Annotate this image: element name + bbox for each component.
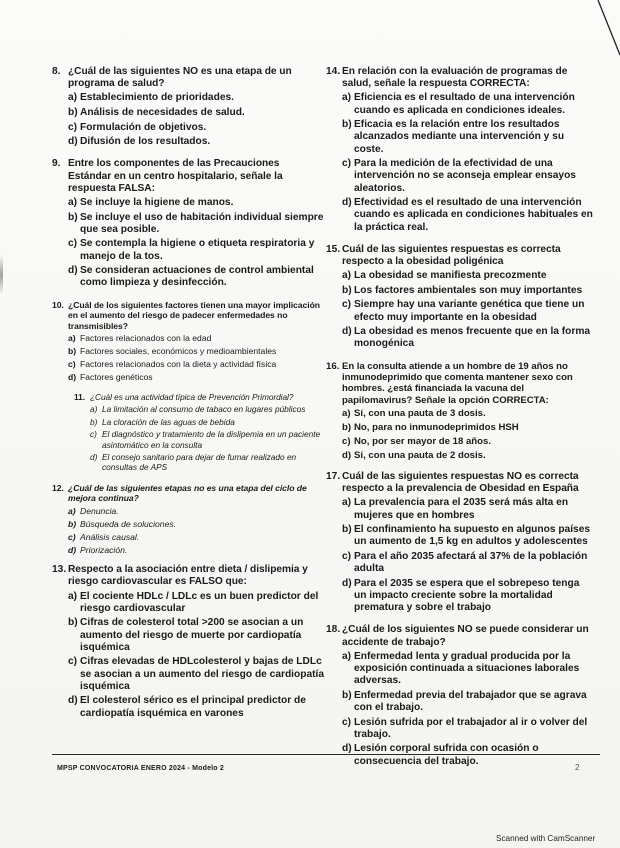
option-d: d) Lesión corporal sufrida con ocasión o consecuencia del trabajo.: [342, 743, 539, 767]
option-c: c) Factores relacionados con la dieta y actividad física: [68, 359, 277, 370]
option-a: a) El cociente HDLc / LDLc es un buen predictor del riesgo cardiovascular: [68, 590, 319, 614]
option-a: a) La obesidad se manifiesta precozmente: [342, 270, 547, 282]
option-c: c) Se contempla la higiene o etiqueta respiratoria y manejo de la tos.: [68, 238, 315, 262]
option-b: b) No, para no inmunodeprimidos HSH: [342, 422, 519, 434]
question-17: [326, 471, 594, 614]
question-9: [52, 158, 324, 289]
question-14: [326, 66, 594, 234]
question-stem: ¿Cuál de las siguientes etapas no es una etapa del ciclo de mejora continua?: [68, 482, 307, 504]
question-number: 11.: [74, 391, 86, 402]
option-d: d) El consejo sanitario para dejar de fumar realizado en consultas de APS: [90, 452, 297, 473]
question-16: [326, 361, 594, 461]
option-a: a) Se incluye la higiene de manos.: [68, 197, 234, 208]
option-c: c) Cifras elevadas de HDLcolesterol y bajas de LDLc se asocian a un aumento del riesgo de cardiopatía isquémica: [68, 656, 325, 692]
option-list: [52, 591, 324, 720]
option-b: b) La cloración de las aguas de bebida: [90, 416, 235, 427]
option-d: d) Factores genéticos: [68, 372, 153, 383]
footer-exam-title: MPSP CONVOCATORIA ENERO 2024 - Modelo 2: [57, 765, 225, 772]
question-15: [326, 244, 594, 351]
question-13: [52, 564, 324, 720]
option-b: b) El confinamiento ha supuesto en algunos países un aumento de 1,5 kg en adultos y adolescentes: [342, 524, 591, 548]
option-list: [326, 408, 594, 461]
question-10: [52, 300, 324, 383]
question-stem: ¿Cuál es una actividad típica de Prevención Primordial?: [90, 391, 294, 402]
scanner-watermark: Scanned with CamScanner: [496, 834, 596, 843]
option-list: [326, 92, 594, 233]
option-c: c) No, por ser mayor de 18 años.: [342, 435, 492, 447]
question-stem: ¿Cuál de los siguientes NO se puede considerar un accidente de trabajo?: [342, 624, 589, 648]
option-d: d) Priorización.: [68, 544, 128, 555]
option-list: [52, 333, 324, 383]
option-a: a) Enfermedad lenta y gradual producida por la exposición continuada a situaciones laborales adversas.: [342, 650, 580, 687]
option-c: c) Para la medición de la efectividad de una intervención no se aconseja emplear ensayos aleatorios.: [342, 158, 576, 194]
option-b: b) Se incluye el uso de habitación individual siempre que sea posible.: [68, 211, 324, 235]
option-c: c) Siempre hay una variante genética que tiene un efecto muy importante en la obesidad: [342, 299, 585, 323]
option-d: d) Difusión de los resultados.: [68, 136, 211, 148]
option-a: a) Denuncia.: [68, 505, 119, 516]
question-stem: En relación con la evaluación de programas de salud, señale la respuesta CORRECTA:: [342, 66, 568, 90]
question-11: [74, 392, 324, 473]
option-c: c) Formulación de objetivos.: [68, 121, 207, 133]
question-stem: ¿Cuál de los siguientes factores tienen una mayor implicación en el aumento del riesgo de padecer enfermedades no transmisibles?: [68, 299, 320, 331]
option-d: d) Se consideran actuaciones de control ambiental como limpieza y desinfección.: [68, 265, 314, 289]
option-c: c) Análisis causal.: [68, 531, 140, 542]
option-b: b) Búsqueda de soluciones.: [68, 518, 177, 529]
footer-rule: [52, 754, 600, 755]
option-a: a) Eficiencia es el resultado de una intervención cuando es aplicada en condiciones ideales.: [342, 92, 575, 116]
question-stem: ¿Cuál de las siguientes NO es una etapa de un programa de salud?: [68, 66, 292, 90]
option-b: b) Análisis de necesidades de salud.: [68, 107, 245, 118]
question-number: 10.: [52, 299, 64, 310]
question-number: 17.: [326, 471, 341, 483]
right-column: [326, 66, 594, 778]
option-a: a) Sí, con una pauta de 3 dosis.: [342, 408, 486, 420]
question-stem: Cuál de las siguientes respuestas es correcta respecto a la obesidad poligénica: [342, 243, 561, 268]
footer-page-mark: 2: [575, 763, 580, 772]
option-list: [52, 197, 324, 290]
option-a: a) La limitación al consumo de tabaco en lugares públicos: [90, 404, 306, 415]
question-stem: Entre los componentes de las Precauciones Estándar en un centro hospitalario, señale la respuesta FALSA:: [68, 158, 283, 194]
option-b: b) Factores sociales, económicos y medioambientales: [68, 346, 277, 357]
option-c: c) Para el año 2035 afectará al 37% de la población adulta: [342, 551, 588, 575]
option-c: c) Lesión sufrida por el trabajador al ir o volver del trabajo.: [342, 716, 588, 740]
left-column: [52, 66, 324, 730]
option-list: [52, 506, 324, 556]
question-number: 12.: [52, 482, 64, 493]
question-number: 18.: [326, 624, 341, 636]
option-list: [326, 270, 594, 350]
option-d: d) Para el 2035 se espera que el sobrepeso tenga un impacto creciente sobre la mortalidad prematura y sobre el trabajo: [342, 577, 580, 614]
option-d: d) El colesterol sérico es el principal predictor de cardiopatía isquémica en varones: [68, 695, 306, 719]
option-a: a) La prevalencia para el 2035 será más alta en mujeres que en hombres: [342, 497, 569, 521]
option-list: [52, 92, 324, 148]
question-8: [52, 66, 324, 148]
option-list: [74, 404, 324, 472]
option-b: b) Eficacia es la relación entre los resultados alcanzados mediante una intervención y su coste.: [342, 119, 565, 155]
question-18: [326, 624, 594, 767]
option-b: b) Los factores ambientales son muy importantes: [342, 284, 583, 296]
question-number: 16.: [326, 360, 340, 372]
question-stem: Cuál de las siguientes respuestas NO es correcta respecto a la prevalencia de Obesidad en España: [342, 471, 579, 495]
option-a: a) Factores relacionados con la edad: [68, 333, 212, 344]
option-c: c) El diagnóstico y tratamiento de la dislipemia en un paciente asintomático en la consulta: [90, 429, 321, 450]
option-d: d) Sí, con una pauta de 2 dosis.: [342, 449, 486, 461]
question-number: 15.: [326, 243, 341, 255]
question-stem: En la consulta atiende a un hombre de 19 años no inmunodeprimido que comenta mantener sexo con hombres. ¿está financiada la vacuna del papilomavirus? Señale la opción CORRECTA:: [342, 360, 573, 406]
option-b: b) Enfermedad previa del trabajador que se agrava con el trabajo.: [342, 689, 587, 714]
question-stem: Respecto a la asociación entre dieta / dislipemia y riesgo cardiovascular es FALSO que:: [68, 564, 308, 588]
question-number: 9.: [52, 158, 61, 170]
question-number: 14.: [326, 66, 341, 77]
question-12: [52, 483, 324, 556]
option-b: b) Cifras de colesterol total >200 se asocian a un aumento del riesgo de muerte por cardiopatía isquémica: [68, 617, 304, 653]
option-list: [326, 497, 594, 614]
option-a: a) Establecimiento de prioridades.: [68, 92, 234, 104]
scan-edge-shadow: [0, 255, 3, 295]
page-corner-mark: [594, 0, 620, 60]
question-number: 8.: [52, 66, 61, 77]
question-number: 13.: [52, 564, 67, 576]
option-list: [326, 651, 594, 768]
option-d: d) La obesidad es menos frecuente que en la forma monogénica: [342, 326, 591, 350]
option-d: d) Efectividad es el resultado de una intervención cuando es aplicada en condiciones habituales en la práctica real.: [342, 197, 593, 233]
